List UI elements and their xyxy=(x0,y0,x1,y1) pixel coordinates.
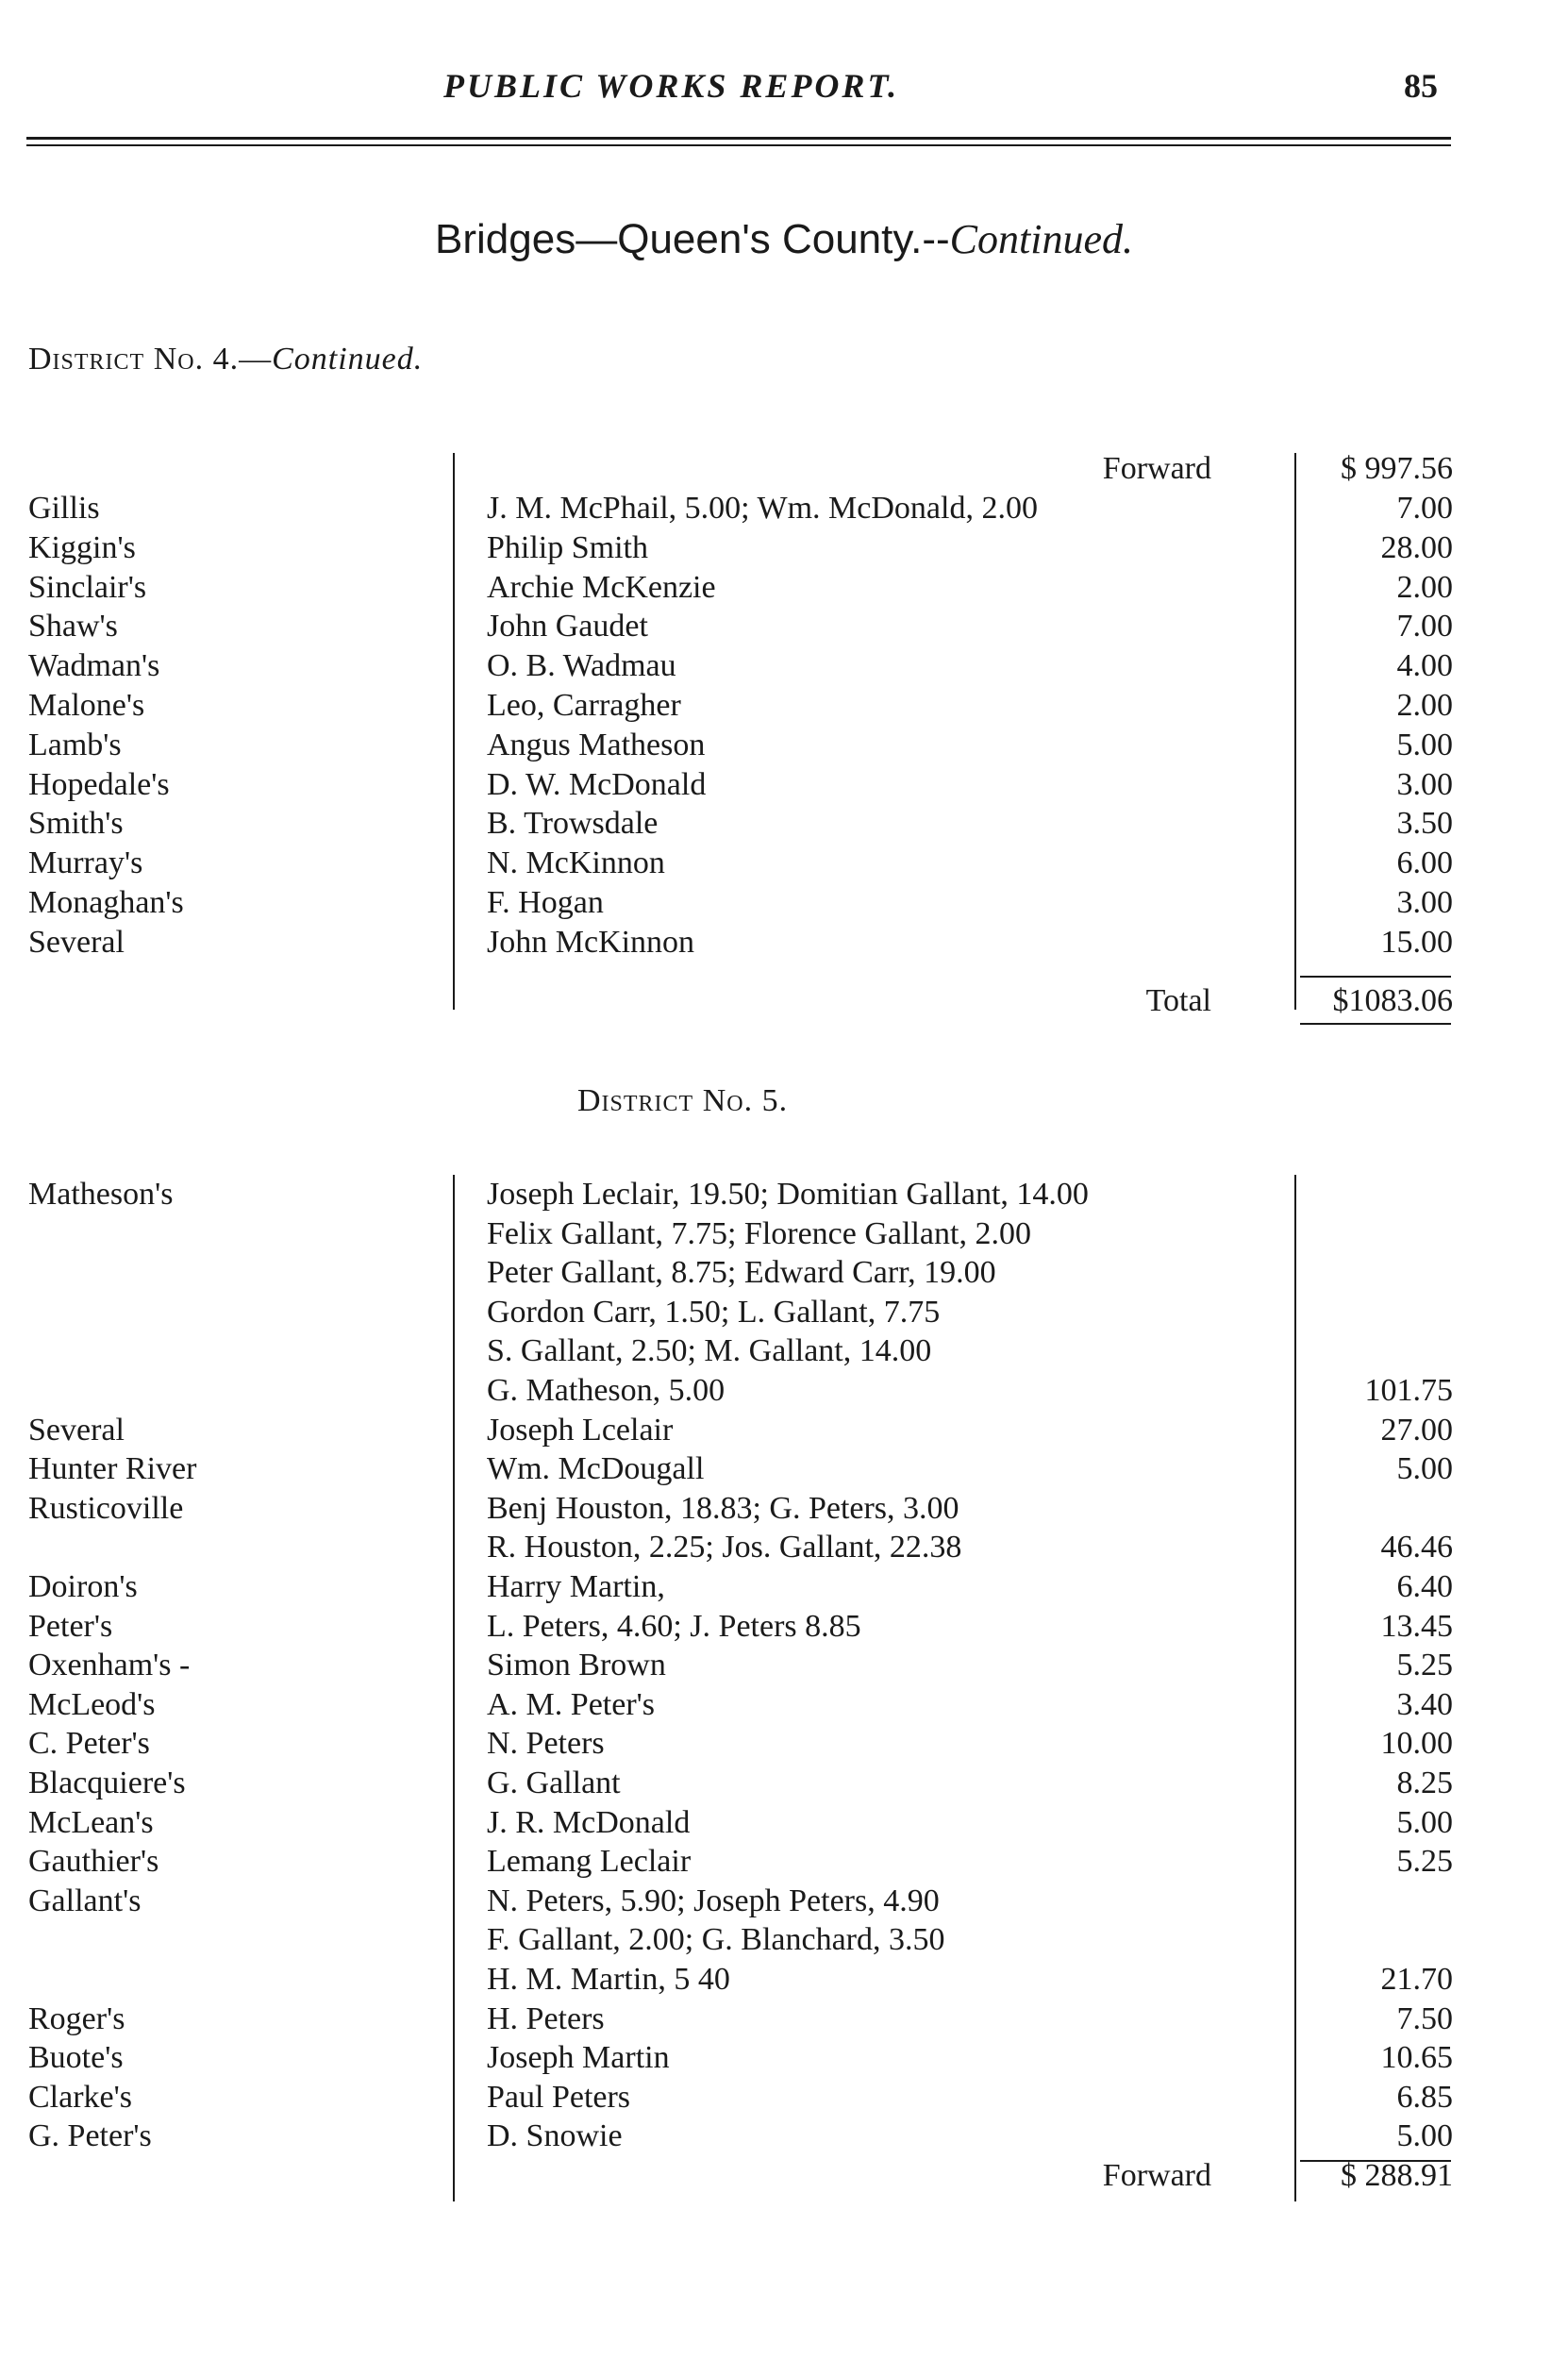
ledger-row xyxy=(0,646,1568,686)
payee-name: Harry Martin, xyxy=(487,1569,665,1604)
place-name: Shaw's xyxy=(28,609,118,644)
ledger-row xyxy=(0,1293,1568,1332)
place-name: Several xyxy=(28,924,125,960)
ledger-row xyxy=(0,1449,1568,1489)
payee-name: John McKinnon xyxy=(487,924,695,960)
payee-name: Gordon Carr, 1.50; L. Gallant, 7.75 xyxy=(487,1294,941,1330)
place-name: Buote's xyxy=(28,2040,124,2076)
ledger-row xyxy=(0,1920,1568,1960)
place-name: Murray's xyxy=(28,845,143,881)
amount-value: 3.00 xyxy=(1396,885,1453,920)
ledger-row xyxy=(0,765,1568,805)
ledger-row xyxy=(0,883,1568,923)
place-name: Sinclair's xyxy=(28,569,147,605)
payee-name: Joseph Lcelair xyxy=(487,1412,674,1448)
ledger-row xyxy=(0,568,1568,608)
ledger-row xyxy=(0,1528,1568,1567)
payee-name: F. Hogan xyxy=(487,885,604,920)
district-5-ledger xyxy=(0,1175,1568,2213)
place-name: Oxenham's - xyxy=(28,1648,191,1683)
amount-value: 3.40 xyxy=(1396,1686,1453,1722)
total-amount: $1083.06 xyxy=(1332,983,1453,1018)
place-name: McLean's xyxy=(28,1804,154,1840)
ledger-row xyxy=(0,1253,1568,1293)
page-title-main: Bridges—Queen's County.-- xyxy=(435,216,950,262)
page-title xyxy=(0,215,1568,263)
forward-row xyxy=(0,449,1568,489)
header-rule xyxy=(26,137,1451,146)
page-title-continued: Continued. xyxy=(949,216,1133,262)
amount-value: 5.25 xyxy=(1396,1844,1453,1880)
ledger-row xyxy=(0,923,1568,962)
district-4-heading xyxy=(28,342,423,377)
payee-name: F. Gallant, 2.00; G. Blanchard, 3.50 xyxy=(487,1922,945,1958)
ledger-row xyxy=(0,489,1568,528)
place-name: Malone's xyxy=(28,688,145,723)
payee-name: Leo, Carragher xyxy=(487,688,681,723)
ledger-row xyxy=(0,1567,1568,1607)
amount-value: 2.00 xyxy=(1396,688,1453,723)
place-name: Doiron's xyxy=(28,1569,138,1604)
ledger-row xyxy=(0,1764,1568,1803)
ledger-row xyxy=(0,2078,1568,2117)
amount-value: 27.00 xyxy=(1380,1412,1453,1448)
forward-row xyxy=(0,2156,1568,2196)
ledger-row xyxy=(0,607,1568,646)
amount-value: 5.00 xyxy=(1396,2118,1453,2154)
total-rule xyxy=(1300,976,1451,978)
place-name: Clarke's xyxy=(28,2079,132,2115)
page-number: 85 xyxy=(1404,67,1438,105)
ledger-row xyxy=(0,1724,1568,1764)
place-name: Wadman's xyxy=(28,648,160,684)
amount-value: 6.85 xyxy=(1396,2079,1453,2115)
place-name: Monaghan's xyxy=(28,885,184,920)
ledger-row xyxy=(0,1960,1568,2000)
place-name: Matheson's xyxy=(28,1177,174,1212)
place-name: Peter's xyxy=(28,1608,113,1644)
ledger-row xyxy=(0,2000,1568,2039)
payee-name: Lemang Leclair xyxy=(487,1844,692,1880)
ledger-row xyxy=(0,1882,1568,1921)
payee-name: B. Trowsdale xyxy=(487,806,659,842)
payee-name: N. Peters, 5.90; Joseph Peters, 4.90 xyxy=(487,1883,940,1918)
payee-name: Philip Smith xyxy=(487,529,648,565)
forward-label: Forward xyxy=(1102,451,1211,486)
amount-value: 6.00 xyxy=(1396,845,1453,881)
payee-name: Wm. McDougall xyxy=(487,1451,705,1487)
ledger-row xyxy=(0,1331,1568,1371)
payee-name: Simon Brown xyxy=(487,1648,666,1683)
payee-name: A. M. Peter's xyxy=(487,1686,656,1722)
amount-value: 7.50 xyxy=(1396,2000,1453,2036)
place-name: Lamb's xyxy=(28,727,122,762)
place-name: C. Peter's xyxy=(28,1726,150,1762)
district-5-heading-text: District No. 5. xyxy=(577,1083,789,1118)
amount-value: 21.70 xyxy=(1380,1962,1453,1997)
place-name: Hunter River xyxy=(28,1451,197,1487)
payee-name: O. B. Wadmau xyxy=(487,648,676,684)
forward-label: Forward xyxy=(1102,2158,1211,2193)
district-4-heading-text: District No. 4.— xyxy=(28,342,273,377)
ledger-row xyxy=(0,1175,1568,1214)
amount-value: 7.00 xyxy=(1396,491,1453,526)
place-name: Rusticoville xyxy=(28,1490,184,1526)
total-row xyxy=(0,981,1568,1021)
payee-name: Benj Houston, 18.83; G. Peters, 3.00 xyxy=(487,1490,959,1526)
ledger-row xyxy=(0,1685,1568,1725)
ledger-row xyxy=(0,1607,1568,1647)
amount-value: 5.00 xyxy=(1396,1451,1453,1487)
total-underline xyxy=(1300,1023,1451,1025)
ledger-row xyxy=(0,2117,1568,2156)
amount-value: 6.40 xyxy=(1396,1569,1453,1604)
payee-name: G. Matheson, 5.00 xyxy=(487,1373,726,1408)
payee-name: L. Peters, 4.60; J. Peters 8.85 xyxy=(487,1608,861,1644)
amount-value: 2.00 xyxy=(1396,569,1453,605)
place-name: Hopedale's xyxy=(28,766,170,802)
amount-value: 46.46 xyxy=(1380,1530,1453,1565)
total-label: Total xyxy=(1145,983,1211,1018)
amount-value: 8.25 xyxy=(1396,1766,1453,1800)
payee-name: N. Peters xyxy=(487,1726,605,1762)
payee-name: Felix Gallant, 7.75; Florence Gallant, 2.00 xyxy=(487,1215,1031,1251)
place-name: Blacquiere's xyxy=(28,1766,186,1800)
district-4-heading-continued: Continued. xyxy=(272,342,424,377)
payee-name: D. Snowie xyxy=(487,2118,623,2154)
place-name: Roger's xyxy=(28,2000,125,2036)
payee-name: D. W. McDonald xyxy=(487,766,707,802)
amount-value: 28.00 xyxy=(1380,529,1453,565)
running-title: PUBLIC WORKS REPORT. xyxy=(443,67,900,105)
amount-value: 101.75 xyxy=(1364,1373,1453,1408)
payee-name: Paul Peters xyxy=(487,2079,631,2115)
ledger-row xyxy=(0,1803,1568,1843)
payee-name: Joseph Leclair, 19.50; Domitian Gallant, 14.00 xyxy=(487,1177,1089,1212)
payee-name: Joseph Martin xyxy=(487,2040,670,2076)
ledger-row xyxy=(0,804,1568,844)
amount-value: 10.00 xyxy=(1380,1726,1453,1762)
amount-value: 5.00 xyxy=(1396,1804,1453,1840)
place-name: Kiggin's xyxy=(28,529,136,565)
district-4-ledger xyxy=(0,444,1568,1029)
ledger-row xyxy=(0,2038,1568,2078)
ledger-row xyxy=(0,528,1568,568)
ledger-row xyxy=(0,1646,1568,1685)
amount-value: 5.25 xyxy=(1396,1648,1453,1683)
ledger-row xyxy=(0,1842,1568,1882)
forward-amount: $ 997.56 xyxy=(1341,451,1453,486)
payee-name: S. Gallant, 2.50; M. Gallant, 14.00 xyxy=(487,1333,932,1369)
amount-value: 3.50 xyxy=(1396,806,1453,842)
ledger-row xyxy=(0,1489,1568,1529)
amount-value: 4.00 xyxy=(1396,648,1453,684)
ledger-row xyxy=(0,1371,1568,1411)
payee-name: J. M. McPhail, 5.00; Wm. McDonald, 2.00 xyxy=(487,491,1038,526)
amount-value: 15.00 xyxy=(1380,924,1453,960)
place-name: Gillis xyxy=(28,491,100,526)
amount-value: 7.00 xyxy=(1396,609,1453,644)
place-name: McLeod's xyxy=(28,1686,156,1722)
place-name: Gallant's xyxy=(28,1883,142,1918)
amount-value: 3.00 xyxy=(1396,766,1453,802)
ledger-row xyxy=(0,1411,1568,1450)
payee-name: J. R. McDonald xyxy=(487,1804,691,1840)
payee-name: Archie McKenzie xyxy=(487,569,716,605)
ledger-row xyxy=(0,726,1568,765)
forward-amount: $ 288.91 xyxy=(1341,2158,1453,2193)
payee-name: Angus Matheson xyxy=(487,727,706,762)
amount-value: 10.65 xyxy=(1380,2040,1453,2076)
payee-name: N. McKinnon xyxy=(487,845,665,881)
payee-name: G. Gallant xyxy=(487,1766,621,1800)
place-name: Several xyxy=(28,1412,125,1448)
payee-name: H. Peters xyxy=(487,2000,605,2036)
district-5-heading xyxy=(577,1083,788,1119)
amount-value: 13.45 xyxy=(1380,1608,1453,1644)
amount-value: 5.00 xyxy=(1396,727,1453,762)
payee-name: Peter Gallant, 8.75; Edward Carr, 19.00 xyxy=(487,1255,996,1291)
place-name: G. Peter's xyxy=(28,2118,152,2154)
payee-name: John Gaudet xyxy=(487,609,648,644)
payee-name: H. M. Martin, 5 40 xyxy=(487,1962,730,1997)
ledger-row xyxy=(0,1214,1568,1254)
payee-name: R. Houston, 2.25; Jos. Gallant, 22.38 xyxy=(487,1530,962,1565)
place-name: Gauthier's xyxy=(28,1844,159,1880)
ledger-row xyxy=(0,844,1568,883)
place-name: Smith's xyxy=(28,806,124,842)
ledger-row xyxy=(0,686,1568,726)
